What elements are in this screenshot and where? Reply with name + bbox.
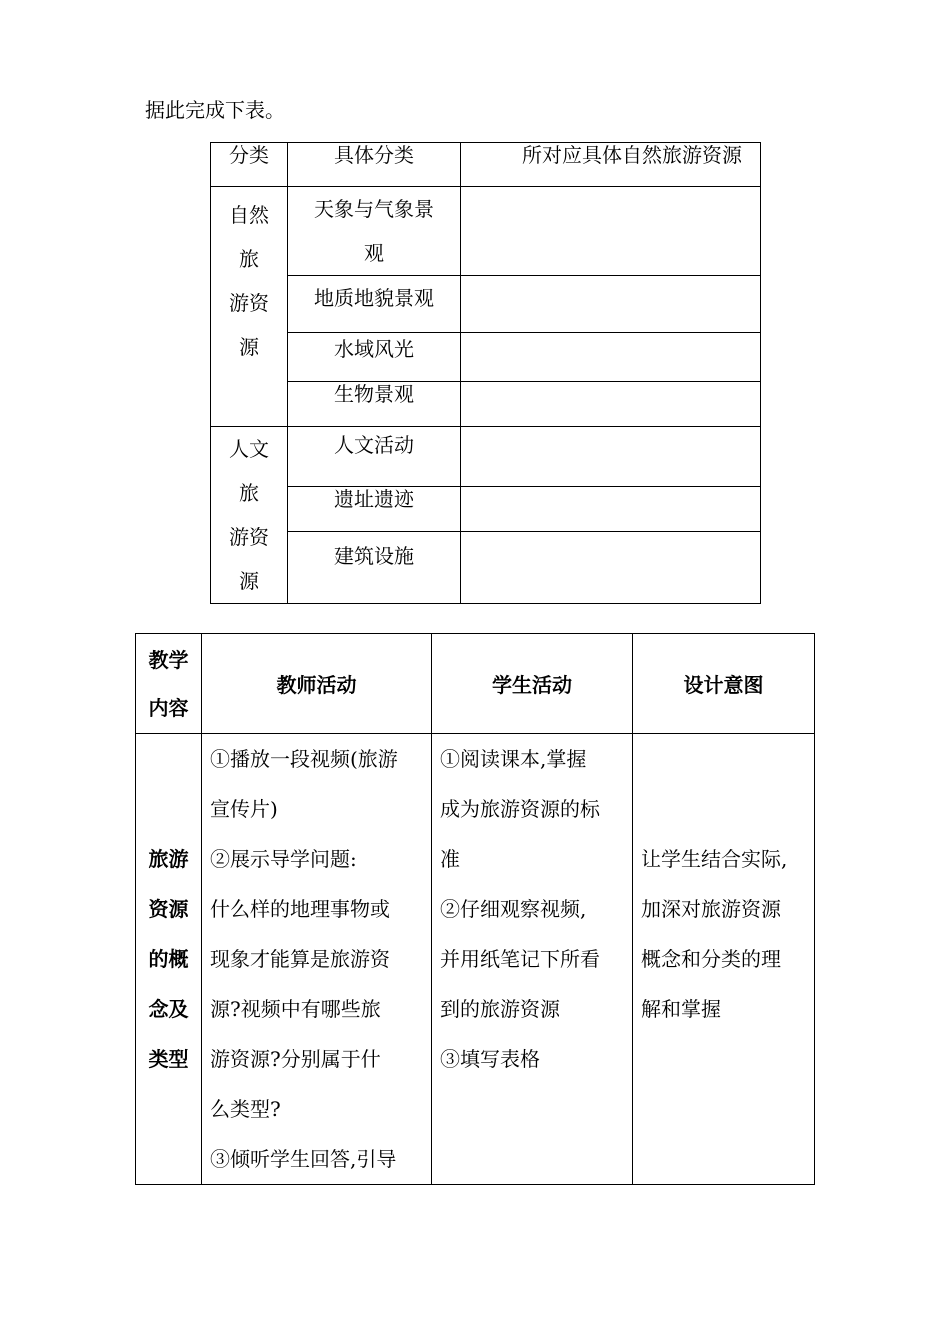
student-line: ③填写表格: [440, 1047, 540, 1071]
student-line: ①阅读课本,掌握: [440, 747, 587, 771]
table-row: [136, 734, 815, 1185]
subcategory-cell: 生物景观: [288, 382, 461, 427]
header-category: 分类: [211, 143, 288, 187]
content-line: 念及: [148, 997, 189, 1021]
design-intent-cell: [633, 734, 815, 1185]
subcategory-line: 天象与气象景: [314, 197, 434, 221]
resource-answer-cell[interactable]: [461, 382, 761, 427]
category-line: 游资: [229, 525, 269, 549]
student-line: 准: [440, 847, 460, 871]
header-teacher-activity: 教师活动: [202, 634, 432, 734]
intent-line: 让学生结合实际,: [641, 847, 788, 871]
intent-line: 加深对旅游资源: [641, 897, 781, 921]
header-line: 教学: [148, 647, 189, 672]
student-line: 到的旅游资源: [440, 997, 560, 1021]
content-line: 旅游: [148, 847, 189, 871]
table-row: [211, 487, 761, 531]
resource-answer-cell[interactable]: [461, 187, 761, 276]
category-line: 游资: [229, 291, 269, 315]
header-teaching-content: [136, 634, 202, 734]
resource-answer-cell[interactable]: [461, 333, 761, 382]
table-row: [211, 382, 761, 427]
student-line: 并用纸笔记下所看: [440, 947, 600, 971]
category-line: 自然: [229, 203, 269, 227]
subcategory-cell: 人文活动: [288, 427, 461, 487]
resource-answer-cell[interactable]: [461, 276, 761, 333]
category-line: 人文: [229, 437, 269, 461]
category-line: 旅: [239, 481, 259, 505]
header-line: 内容: [148, 695, 189, 720]
teacher-line: 游资源?分别属于什: [210, 1047, 381, 1071]
resource-classification-table: [210, 142, 761, 604]
header-student-activity: 学生活动: [432, 634, 633, 734]
teacher-line: ①播放一段视频(旅游: [210, 747, 398, 771]
category-cultural: [211, 427, 288, 604]
subcategory-line: 观: [364, 241, 384, 265]
table-header-row: [136, 634, 815, 734]
table-row: [211, 276, 761, 333]
teacher-line: 什么样的地理事物或: [210, 897, 390, 921]
teacher-line: 现象才能算是旅游资: [210, 947, 390, 971]
student-line: ②仔细观察视频,: [440, 897, 587, 921]
resource-answer-cell[interactable]: [461, 487, 761, 531]
subcategory-cell: 水域风光: [288, 333, 461, 382]
table-row: [211, 333, 761, 382]
table-row: [211, 531, 761, 603]
teacher-activity-cell: [202, 734, 432, 1185]
teacher-line: 源?视频中有哪些旅: [210, 997, 381, 1021]
header-design-intent: 设计意图: [633, 634, 815, 734]
header-subcategory: 具体分类: [288, 143, 461, 187]
teacher-line: 么类型?: [210, 1097, 281, 1121]
teacher-line: 宣传片): [210, 797, 278, 821]
subcategory-cell: 建筑设施: [288, 531, 461, 603]
category-line: 源: [239, 569, 259, 593]
subcategory-cell: 遗址遗迹: [288, 487, 461, 531]
category-line: 旅: [239, 247, 259, 271]
table-row: [211, 427, 761, 487]
category-natural: [211, 187, 288, 427]
intent-line: 解和掌握: [641, 997, 721, 1021]
teacher-line: ②展示导学问题:: [210, 847, 357, 871]
content-line: 的概: [148, 947, 189, 971]
resource-answer-cell[interactable]: [461, 531, 761, 603]
teacher-line: ③倾听学生回答,引导: [210, 1147, 397, 1171]
category-line: 源: [239, 335, 259, 359]
table-header-row: [211, 143, 761, 187]
subcategory-cell: 地质地貌景观: [288, 276, 461, 333]
student-activity-cell: [432, 734, 633, 1185]
subcategory-cell: [288, 187, 461, 276]
content-line: 资源: [148, 897, 189, 921]
resource-answer-cell[interactable]: [461, 427, 761, 487]
intro-text: 据此完成下表。: [145, 98, 285, 122]
header-resources: 所对应具体自然旅游资源: [461, 143, 761, 187]
lesson-plan-table: [135, 633, 815, 1185]
intent-spacer: [641, 734, 810, 834]
intent-line: 概念和分类的理: [641, 947, 781, 971]
teaching-content-cell: [136, 734, 202, 1185]
table-row: [211, 187, 761, 276]
student-line: 成为旅游资源的标: [440, 797, 600, 821]
content-line: 类型: [148, 1047, 189, 1071]
